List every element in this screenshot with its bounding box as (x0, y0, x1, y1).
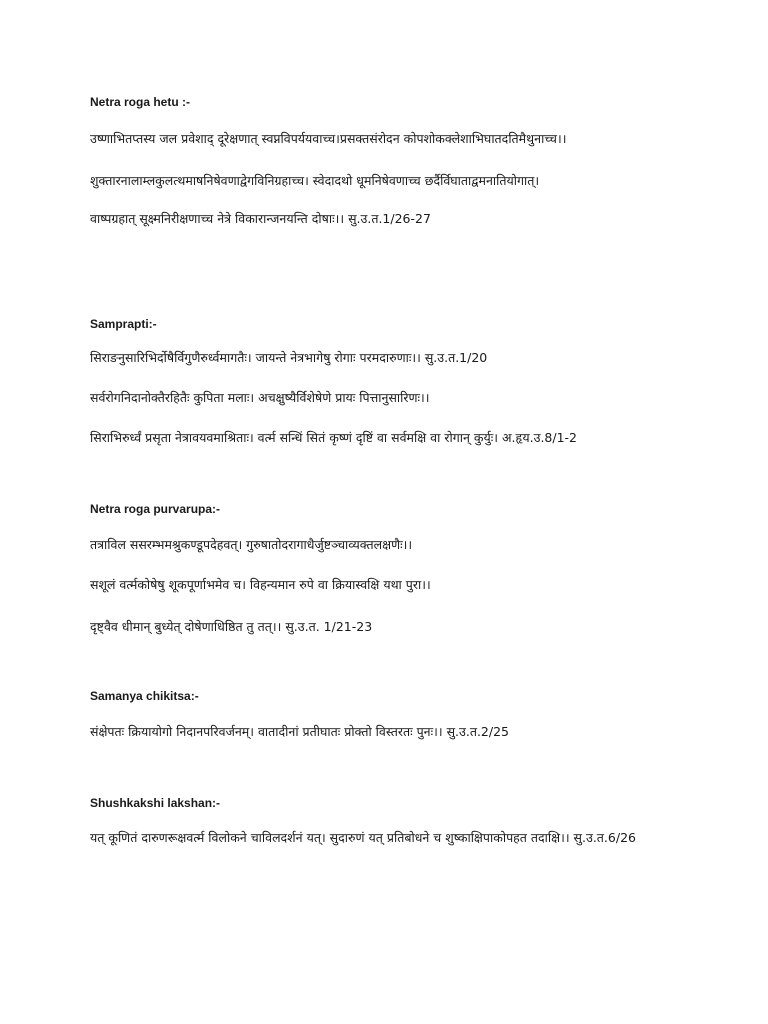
verse-line: सर्वरोगनिदानोक्तैरहितैः कुपिता मलाः। अचक्षुष्यैर्विशेषेणे प्रायः पित्तानुसारिणः।। (90, 390, 430, 405)
verse-line: सशूलं वर्त्मकोषेषु शूकपूर्णाभमेव च। विहन्यमान रुपे वा क्रियास्वक्षि यथा पुरा।। (90, 577, 431, 592)
heading-netra-roga-hetu: Netra roga hetu :- (90, 95, 191, 109)
verse-line: तत्राविल ससरम्भमश्रुकण्डूपदेहवत्। गुरुषातोदरागाधैर्जुष्टञ्चाव्यक्तलक्षणैः।। (90, 537, 413, 552)
heading-samprapti: Samprapti:- (90, 317, 157, 331)
verse-line: दृष्ट्वैव धीमान् बुध्येत् दोषेणाधिष्ठित तु तत्।। सु.उ.त. 1/21-23 (90, 619, 373, 634)
verse-line: सिराभिरुर्ध्वं प्रसृता नेत्रावयवमाश्रिताः। वर्त्म सन्धिं सितं कृष्णं दृष्टिं वा सर्वमक्षि वा रोगान् कुर्युः। अ.हृय.उ.8/1-2 (90, 430, 577, 445)
heading-samanya-chikitsa: Samanya chikitsa:- (90, 689, 199, 703)
heading-shushkakshi-lakshan: Shushkakshi lakshan:- (90, 796, 221, 810)
verse-line: उष्णाभितप्तस्य जल प्रवेशाद् दूरेक्षणात् स्वप्नविपर्ययवाच्च।प्रसक्तसंरोदन कोपशोकक्लेशाभिघातदतिमैथुनाच्च।। (90, 131, 567, 146)
heading-netra-roga-purvarupa: Netra roga purvarupa:- (90, 502, 221, 516)
verse-line: सिराङनुसारिभिर्दोषैर्विगुणैरुर्ध्वमागतैः। जायन्ते नेत्रभागेषु रोगाः परमदारुणाः।। सु.उ.त.1/20 (90, 350, 488, 365)
verse-line: शुक्तारनालाम्लकुलत्थमाषनिषेवणाद्वेगविनिग्रहाच्च। स्वेदादथो धूमनिषेवणाच्च छर्दैर्विघाताद्वमनातियोगात्। (90, 173, 540, 188)
verse-line: संक्षेपतः क्रियायोगो निदानपरिवर्जनम्। वातादीनां प्रतीघातः प्रोक्तो विस्तरतः पुनः।। सु.उ.त.2/25 (90, 724, 510, 739)
verse-line: यत् कूणितं दारुणरूक्षवर्त्म विलोकने चाविलदर्शनं यत्। सुदारुणं यत् प्रतिबोधने च शुष्काक्षिपाकोपहत तदाक्षि।। सु.उ.त.6/26 (90, 830, 636, 845)
verse-line: वाष्पग्रहात् सूक्ष्मनिरीक्षणाच्च नेत्रे विकारान्जनयन्ति दोषाः।। सु.उ.त.1/26-27 (90, 211, 431, 226)
